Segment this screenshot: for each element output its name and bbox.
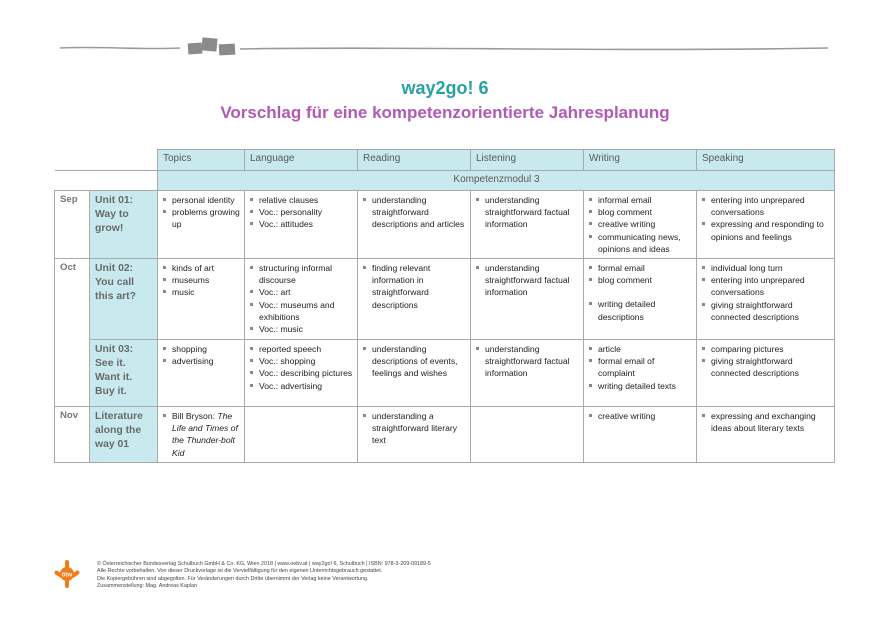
header-row: [55, 150, 835, 171]
unit-line: Unit 02:: [95, 263, 134, 275]
book-title: The Life and Times of the Thunder-bolt Kid: [172, 411, 238, 458]
unit-line: way 01: [95, 439, 130, 451]
list-item: understanding a straightforward literary text: [363, 410, 466, 447]
book-author: Bill Bryson:: [172, 411, 218, 422]
footer-line: Alle Rechte vorbehalten. Von dieser Druckvorlage ist die Vervielfältigung für den eigenen Unterrichtsgebrauch gestattet.: [97, 568, 383, 575]
list-item: Voc.: personality: [250, 206, 353, 218]
list-item: finding relevant information in straightforward descriptions: [363, 262, 466, 311]
document-title: way2go! 6: [401, 78, 489, 98]
list-item: giving straightforward connected descriptions: [702, 355, 830, 379]
unit-line: Way to: [95, 209, 129, 220]
unit-cell: [90, 191, 158, 259]
unit-line: See it.: [95, 358, 126, 370]
table-row: [55, 340, 835, 407]
list-item: article: [589, 343, 692, 355]
decorative-header-line: [0, 0, 890, 70]
unit-cell: [90, 340, 158, 407]
list-item: [163, 410, 240, 459]
writing-cell: [584, 340, 697, 407]
writing-cell: [584, 191, 697, 259]
speaking-cell: [697, 191, 835, 259]
list-item: reported speech: [250, 343, 353, 355]
list-item: communicating news, opinions and ideas: [589, 231, 692, 255]
list-item: museums: [163, 274, 240, 286]
list-item: formal email: [589, 262, 692, 274]
month-cell: Nov: [55, 407, 90, 463]
table-row: [55, 191, 835, 259]
speaking-cell: [697, 259, 835, 340]
list-item: individual long turn: [702, 262, 830, 274]
list-item: understanding straightforward descriptions and articles: [363, 194, 466, 231]
speaking-cell: [697, 340, 835, 407]
reading-cell: [358, 340, 471, 407]
table-row: [55, 407, 835, 463]
list-item: Voc.: describing pictures: [250, 367, 353, 379]
list-item: entering into unprepared conversations: [702, 194, 830, 218]
unit-cell: [90, 259, 158, 340]
unit-line: this art?: [95, 291, 136, 303]
list-item: writing detailed texts: [589, 380, 692, 392]
list-item: giving straightforward connected descriptions: [702, 299, 830, 323]
listening-cell: [471, 340, 584, 407]
list-item: problems growing up: [163, 206, 240, 230]
language-cell: [245, 191, 358, 259]
month-cell: Oct: [55, 259, 90, 407]
unit-line: along the: [95, 425, 142, 437]
unit-line: Want it.: [95, 372, 133, 384]
list-item: comparing pictures: [702, 343, 830, 355]
listening-cell: [471, 191, 584, 259]
reading-cell: [358, 259, 471, 340]
unit-line: Unit 01:: [95, 195, 134, 206]
list-item: Voc.: art: [250, 286, 353, 298]
unit-line: Buy it.: [95, 386, 127, 398]
footer-line: Zusammenstellung: Mag. Andreas Kaplan: [97, 583, 198, 590]
list-item: Voc.: museums and exhibitions: [250, 299, 353, 323]
column-header: Writing: [584, 150, 697, 171]
list-item: personal identity: [163, 194, 240, 206]
list-item: advertising: [163, 355, 240, 367]
footer-line: © Österreichischer Bundesverlag Schulbuch GmbH & Co. KG, Wien 2018 | www.oebv.at | way2go! 6, Schulbuch | ISBN: 978-3-209-09189-5: [97, 561, 431, 567]
list-item: expressing and exchanging ideas about literary texts: [702, 410, 830, 434]
list-item: music: [163, 286, 240, 298]
empty-corner: [55, 150, 158, 171]
logo-text: öbv: [61, 572, 73, 579]
list-item: relative clauses: [250, 194, 353, 206]
list-item: creative writing: [589, 410, 692, 422]
unit-cell: [90, 407, 158, 463]
list-item: understanding straightforward factual information: [476, 343, 579, 380]
unit-line: Literature: [95, 411, 143, 423]
reading-cell: [358, 407, 471, 463]
list-item: writing detailed descriptions: [589, 298, 692, 322]
list-item: expressing and responding to opinions and feelings: [702, 218, 830, 242]
footer-line: Die Kopiergebühren sind abgegolten. Für Veränderungen durch Dritte übernimmt der Verlag keine Verantwortung.: [97, 575, 369, 582]
list-item: structuring informal discourse: [250, 262, 353, 286]
reading-cell: [358, 191, 471, 259]
column-header: Topics: [158, 150, 245, 171]
topics-cell: [158, 407, 245, 463]
list-item: Voc.: attitudes: [250, 218, 353, 230]
language-cell: [245, 340, 358, 407]
unit-line: grow!: [95, 223, 124, 234]
list-item: shopping: [163, 343, 240, 355]
topics-cell: [158, 259, 245, 340]
language-cell: [245, 407, 358, 463]
publisher-logo: [54, 560, 80, 588]
list-item: understanding straightforward factual information: [476, 262, 579, 299]
topics-cell: [158, 191, 245, 259]
column-header: Listening: [471, 150, 584, 171]
listening-cell: [471, 407, 584, 463]
list-item: informal email: [589, 194, 692, 206]
list-item: entering into unprepared conversations: [702, 274, 830, 298]
list-item: understanding descriptions of events, feelings and wishes: [363, 343, 466, 380]
plan-table: [54, 149, 835, 463]
unit-line: You call: [95, 277, 135, 289]
footer-legal: [97, 561, 697, 591]
list-item: formal email of complaint: [589, 355, 692, 379]
list-item: blog comment: [589, 274, 692, 286]
list-item: creative writing: [589, 218, 692, 230]
list-item: Voc.: advertising: [250, 380, 353, 392]
module-row: [55, 171, 835, 191]
list-item: blog comment: [589, 206, 692, 218]
table-row: [55, 259, 835, 340]
empty-corner: [55, 171, 158, 191]
column-header: Language: [245, 150, 358, 171]
module-label: Kompetenzmodul 3: [158, 171, 835, 191]
column-header: Reading: [358, 150, 471, 171]
unit-line: Unit 03:: [95, 344, 134, 356]
listening-cell: [471, 259, 584, 340]
speaking-cell: [697, 407, 835, 463]
language-cell: [245, 259, 358, 340]
list-item: Voc.: shopping: [250, 355, 353, 367]
column-header: Speaking: [697, 150, 835, 171]
list-item: kinds of art: [163, 262, 240, 274]
month-cell: Sep: [55, 191, 90, 259]
document-subtitle: Vorschlag für eine kompetenzorientierte Jahresplanung: [220, 103, 670, 122]
writing-cell: [584, 407, 697, 463]
list-item: understanding straightforward factual information: [476, 194, 579, 231]
topics-cell: [158, 340, 245, 407]
writing-cell: [584, 259, 697, 340]
list-item: Voc.: music: [250, 323, 353, 335]
